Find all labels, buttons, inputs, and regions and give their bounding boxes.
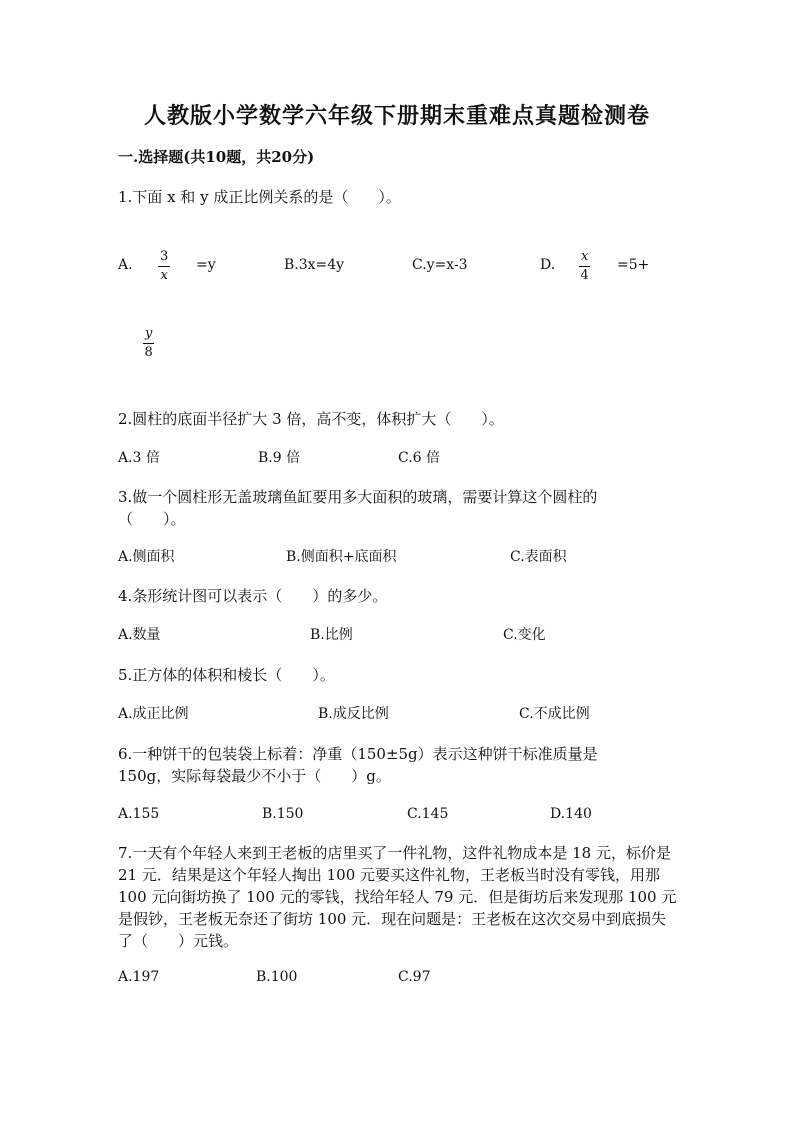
question-5-stem: 5.正方体的体积和棱长（ ）。 xyxy=(118,666,335,684)
fraction-denominator: 4 xyxy=(580,268,589,283)
fraction-bar xyxy=(143,343,154,344)
fraction-bar xyxy=(158,266,170,267)
q3-option-b[interactable]: B.侧面积+底面积 xyxy=(286,549,397,565)
fraction-denominator: 8 xyxy=(144,345,153,360)
q1-option-d-fraction-2 xyxy=(143,327,154,360)
question-2-stem: 2.圆柱的底面半径扩大 3 倍，高不变，体积扩大（ ）。 xyxy=(118,410,504,428)
question-1-stem: 1.下面 x 和 y 成正比例关系的是（ ）。 xyxy=(118,188,401,206)
q7-option-a[interactable]: A.197 xyxy=(118,969,160,985)
q7-option-c[interactable]: C.97 xyxy=(398,969,431,985)
q1-option-a-tail: =y xyxy=(196,257,216,273)
fraction-denominator: x xyxy=(160,268,168,283)
question-4-stem: 4.条形统计图可以表示（ ）的多少。 xyxy=(118,587,388,605)
fraction-numerator: x xyxy=(581,249,589,264)
q2-option-a[interactable]: A.3 倍 xyxy=(118,450,160,466)
q6-option-c[interactable]: C.145 xyxy=(407,806,449,822)
q1-option-d-tail: =5+ xyxy=(617,257,650,273)
question-3-stem: 3.做一个圆柱形无盖玻璃鱼缸要用多大面积的玻璃，需要计算这个圆柱的（ ）。 xyxy=(118,488,598,528)
q2-option-c[interactable]: C.6 倍 xyxy=(398,450,441,466)
q1-option-b[interactable]: B.3x=4y xyxy=(284,257,345,273)
q6-option-d[interactable]: D.140 xyxy=(550,806,592,822)
q7-option-b[interactable]: B.100 xyxy=(256,969,298,985)
q1-option-c[interactable]: C.y=x-3 xyxy=(412,257,468,273)
q4-option-c[interactable]: C.变化 xyxy=(503,627,546,643)
q6-option-a[interactable]: A.155 xyxy=(118,806,160,822)
q5-option-b[interactable]: B.成反比例 xyxy=(318,706,389,722)
fraction-numerator: 3 xyxy=(160,249,169,264)
q4-option-a[interactable]: A.数量 xyxy=(118,627,161,643)
question-6-stem: 6.一种饼干的包装袋上标着：净重（150±5g）表示这种饼干标准质量是150g，实际每袋最少不小于（ ）g。 xyxy=(118,745,598,785)
q1-option-a-fraction xyxy=(158,250,170,283)
q1-option-d-label[interactable]: D. xyxy=(540,257,556,273)
fraction-numerator: y xyxy=(145,326,153,341)
page-title: 人教版小学数学六年级下册期末重难点真题检测卷 xyxy=(143,103,650,129)
q4-option-b[interactable]: B.比例 xyxy=(310,627,353,643)
q1-option-a-label[interactable]: A. xyxy=(118,257,133,273)
q6-option-b[interactable]: B.150 xyxy=(262,806,304,822)
question-7-stem: 7.一天有个年轻人来到王老板的店里买了一件礼物，这件礼物成本是 18 元，标价是 21 元．结果是这个年轻人掏出 100 元要买这件礼物，王老板当时没有零钱，用那 100 元向街坊换了 100 元的零钱，找给年轻人 79 元．但是街坊后来发现那 100 元是假钞，王老板无奈还了街坊 100 元．现在问题是：王老板在这次交易中到底损失了（ ）元钱。 xyxy=(118,844,677,950)
q5-option-a[interactable]: A.成正比例 xyxy=(118,706,189,722)
q5-option-c[interactable]: C.不成比例 xyxy=(519,706,590,722)
section-heading: 一.选择题(共10题，共20分) xyxy=(118,148,315,166)
q3-option-a[interactable]: A.侧面积 xyxy=(118,549,175,565)
q1-option-d-fraction xyxy=(579,250,590,283)
fraction-bar xyxy=(579,266,590,267)
q2-option-b[interactable]: B.9 倍 xyxy=(258,450,301,466)
q3-option-c[interactable]: C.表面积 xyxy=(510,549,567,565)
